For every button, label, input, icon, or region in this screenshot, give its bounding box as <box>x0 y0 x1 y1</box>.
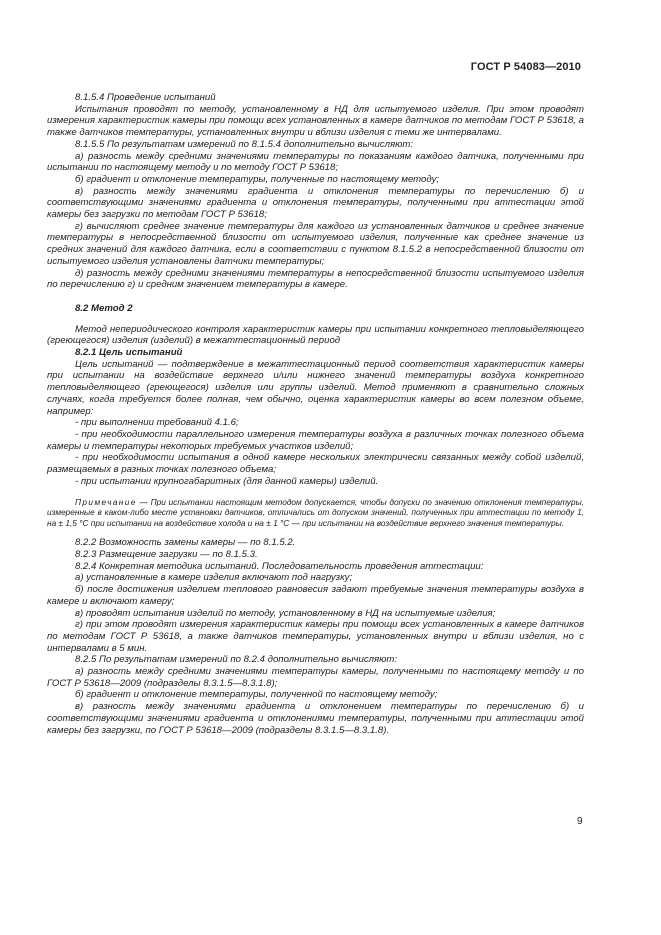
spacer <box>47 291 584 303</box>
standard-header: ГОСТ Р 54083—2010 <box>470 61 581 73</box>
list-item: - при испытании крупногабаритных (для данной камеры) изделий. <box>75 475 379 487</box>
list-item: б) градиент и отклонение температуры, полученные по настоящему методу; <box>75 173 440 185</box>
section-8-2-1-text: Цель испытаний — подтверждение в межаттестационный период соответствия характеристик камеры при испытании на воздействие верхнего и/или нижнего значений температуры воздуха конкретного тепловыделяющего (греющегося) изделия или группы изделий. Метод применяют в сравнительно сложных случаях, когда требуется более полная, чем обычно, оценка характеристик камеры во всем полезном объеме, например: <box>47 358 584 417</box>
note-text: — При испытании настоящим методом допускается, чтобы допуски по значению отклонения температуры, измеренные в каком-либо месте установки датчиков, отличались от допуском значений, полученных при аттестации по методу 1, на ± 1,5 °С при испытании на воздействие холода и на ± 1 °С — при испытании на воздействие верхнего значения температуры. <box>47 496 584 528</box>
section-8-2-4-intro: 8.2.4 Конкретная методика испытаний. Последовательность проведения аттестации: <box>75 560 484 572</box>
section-8-2-subtitle: Метод непериодического контроля характеристик камеры при испытании конкретного тепловыделяющего (греющегося) изделия (изделий) в межаттестационный период <box>47 323 584 347</box>
list-item: б) градиент и отклонение температуры, полученной по настоящему методу; <box>75 689 438 701</box>
list-item: а) разность между средними значениями температуры камеры, полученными по настоящему методу и по ГОСТ Р 53618—2009 (подразделы 8.3.1.5—8.3.1.8); <box>47 666 584 689</box>
section-8-2-title: 8.2 Метод 2 <box>75 302 133 314</box>
list-item: а) установленные в камере изделия включают под нагрузку; <box>75 572 353 584</box>
list-item: - при выполнении требований 4.1.6; <box>75 417 239 429</box>
section-8-1-5-4-text: Испытания проводят по методу, установленному в НД для испытуемого изделия. При этом проводят измерения характеристик камеры при помощи всех установленных в камере датчиков по методам ГОСТ Р 53618, а также датчиков температуры, установленных внутри и вблизи изделия с теми же интервалами. <box>47 103 584 139</box>
page-number: 9 <box>577 816 583 827</box>
section-8-2-1-title: 8.2.1 Цель испытаний <box>75 347 183 359</box>
list-item: в) проводят испытания изделий по методу, установленному в НД на испытуемые изделия; <box>75 607 496 619</box>
section-8-2-3: 8.2.3 Размещение загрузки — по 8.1.5.3. <box>75 548 258 560</box>
list-item: г) при этом проводят измерения характеристик камеры при помощи всех установленных в камере датчиков по методам ГОСТ Р 53618, а также датчиков температуры, установленных внутри и вблизи изделия, но с интервалами в 5 мин. <box>47 619 584 654</box>
section-8-2-5-intro: 8.2.5 По результатам измерений по 8.2.4 дополнительно вычисляют: <box>75 654 398 666</box>
note-label: Примечание <box>75 496 137 507</box>
spacer <box>47 528 584 537</box>
section-8-2-2: 8.2.2 Возможность замены камеры — по 8.1.5.2. <box>75 537 296 549</box>
list-item: в) разность между значениями градиента и отклонением температуры по перечислению б) и соответствующими значениями градиента и отклонениями температуры, полученными при аттестации этой камеры без загрузки, по ГОСТ Р 53618—2009 (подразделы 8.3.1.5—8.3.1.8). <box>47 701 584 736</box>
list-item: в) разность между значениями градиента и отклонения температуры по перечислению б) и соответствующими значениями градиента и отклонения температуры, полученными при аттестации этой камеры без загрузки по методам ГОСТ Р 53618; <box>47 185 584 221</box>
document-body <box>47 92 584 736</box>
list-item: д) разность между средними значениями температуры в непосредственной близости испытуемого изделия по перечислению г) и средним значением температуры в камере. <box>47 267 584 291</box>
note <box>47 497 584 529</box>
list-item: а) разность между средними значениями температуры по показаниям каждого датчика, полученными при испытании по настоящему методу и по методу ГОСТ Р 53618; <box>47 150 584 174</box>
section-8-1-5-4-title: 8.1.5.4 Проведение испытаний <box>75 92 216 103</box>
spacer <box>47 488 584 497</box>
list-item: - при необходимости испытания в одной камере нескольких электрически связанных между собой изделий, размещаемых в разных точках полезного объема; <box>47 452 584 476</box>
list-item: г) вычисляют среднее значение температуры для каждого из установленных датчиков и среднее значение температуры в непосредственной близости от испытуемого изделия, полученные как среднее значение из средних значений для каждого датчика, если в соответствии с пунктом 8.1.5.2 в непосредственной близости от испытуемого изделия установлены датчики температуры; <box>47 220 584 267</box>
list-item: б) после достижения изделием теплового равновесия задают требуемые значения температуры воздуха в камере и включают камеру; <box>47 584 584 607</box>
section-8-1-5-5-intro: 8.1.5.5 По результатам измерений по 8.1.5.4 дополнительно вычисляют: <box>75 138 414 150</box>
list-item: - при необходимости параллельного измерения температуры воздуха в различных точках полезного объема камеры и температуры некоторых требуемых участков изделий; <box>47 428 584 452</box>
spacer <box>47 315 584 324</box>
